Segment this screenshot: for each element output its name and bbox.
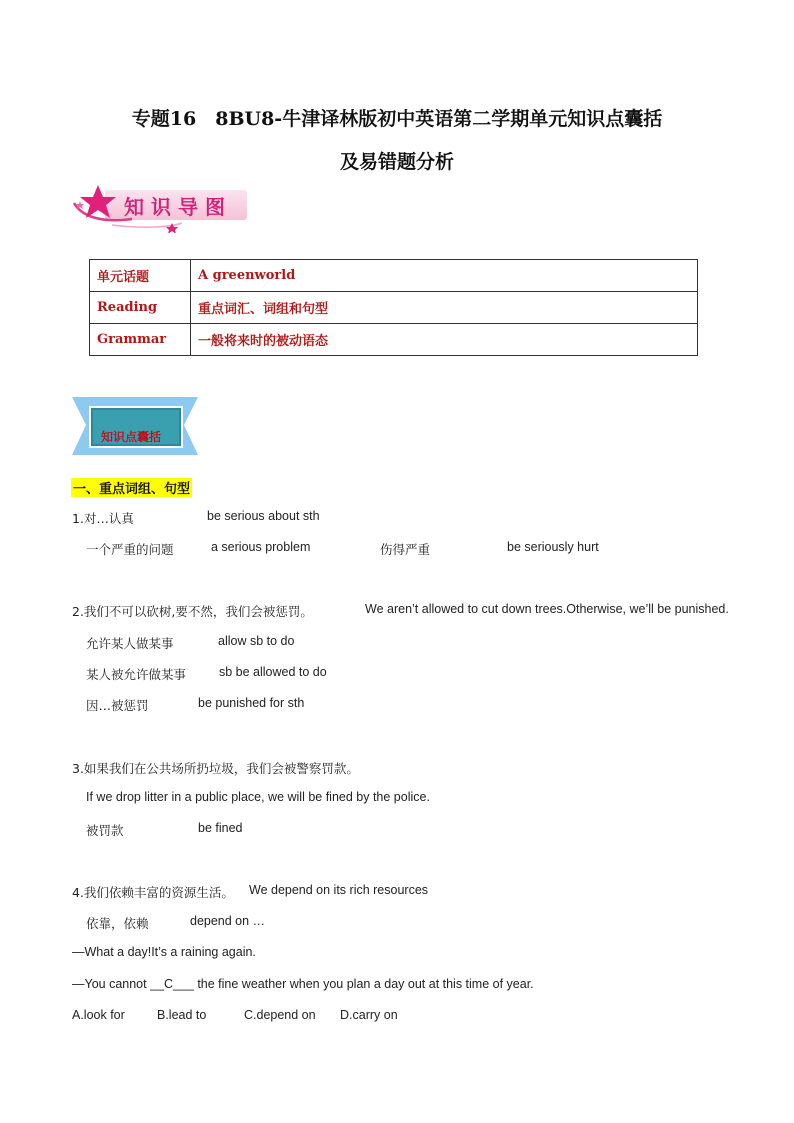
- table-row: [90, 292, 698, 324]
- topic-table: [89, 259, 698, 356]
- item1-en: be serious about sth: [207, 509, 320, 523]
- table-cell-value: A greenworld: [191, 260, 698, 292]
- item4-cn: 4.我们依赖丰富的资源生活。: [72, 885, 234, 900]
- table-cell-key: Grammar: [90, 324, 191, 356]
- option-a: A.look for: [72, 1008, 125, 1022]
- table-cell-key: 单元话题: [90, 260, 191, 292]
- item2-cn: 2.我们不可以砍树,要不然，我们会被惩罚。: [72, 604, 313, 619]
- item4-a-cn: 依靠，依赖: [86, 916, 149, 931]
- question-line1: —What a day!It’s a raining again.: [72, 945, 256, 959]
- item2-a-cn: 允许某人做某事: [86, 636, 174, 651]
- knowledge-map-badge: [72, 183, 252, 233]
- badge-label: 知识导图: [124, 195, 232, 219]
- table-row: [90, 260, 698, 292]
- item1-cn: 1.对…认真: [72, 511, 134, 526]
- option-d: D.carry on: [340, 1008, 398, 1022]
- item2-c-en: be punished for sth: [198, 696, 305, 710]
- section-banner: [72, 395, 202, 463]
- table-cell-key: Reading: [90, 292, 191, 324]
- item1-b-en: be seriously hurt: [507, 540, 599, 554]
- item1-b-cn: 伤得严重: [380, 542, 431, 557]
- option-b: B.lead to: [157, 1008, 207, 1022]
- question-line2: —You cannot __C___ the fine weather when you plan a day out at this time of year.: [72, 977, 534, 991]
- document-title-line2: 及易错题分析: [339, 151, 454, 173]
- table-cell-value: 一般将来时的被动语态: [191, 324, 698, 356]
- option-c: C.depend on: [244, 1008, 316, 1022]
- item3-a-en: be fined: [198, 821, 243, 835]
- item1-a-en: a serious problem: [211, 540, 311, 554]
- table-cell-value: 重点词汇、词组和句型: [191, 292, 698, 324]
- document-title-line1: 专题16 8BU8-牛津译林版初中英语第二学期单元知识点囊括: [131, 108, 663, 130]
- item2-a-en: allow sb to do: [218, 634, 295, 648]
- table-row: [90, 324, 698, 356]
- banner-label: 知识点囊括: [101, 430, 162, 444]
- item1-a-cn: 一个严重的问题: [86, 542, 174, 557]
- item2-en: We aren’t allowed to cut down trees.Otherwise, we’ll be punished.: [365, 602, 729, 616]
- item2-c-cn: 因…被惩罚: [86, 698, 149, 713]
- item4-en: We depend on its rich resources: [249, 883, 429, 897]
- item3-cn: 3.如果我们在公共场所扔垃圾，我们会被警察罚款。: [72, 761, 359, 776]
- item2-b-cn: 某人被允许做某事: [86, 667, 187, 682]
- section-heading: 一、重点词组、句型: [71, 478, 192, 497]
- item3-en: If we drop litter in a public place, we will be fined by the police.: [86, 790, 430, 804]
- item3-a-cn: 被罚款: [86, 823, 124, 838]
- item4-a-en: depend on …: [190, 914, 266, 928]
- item2-b-en: sb be allowed to do: [219, 665, 327, 679]
